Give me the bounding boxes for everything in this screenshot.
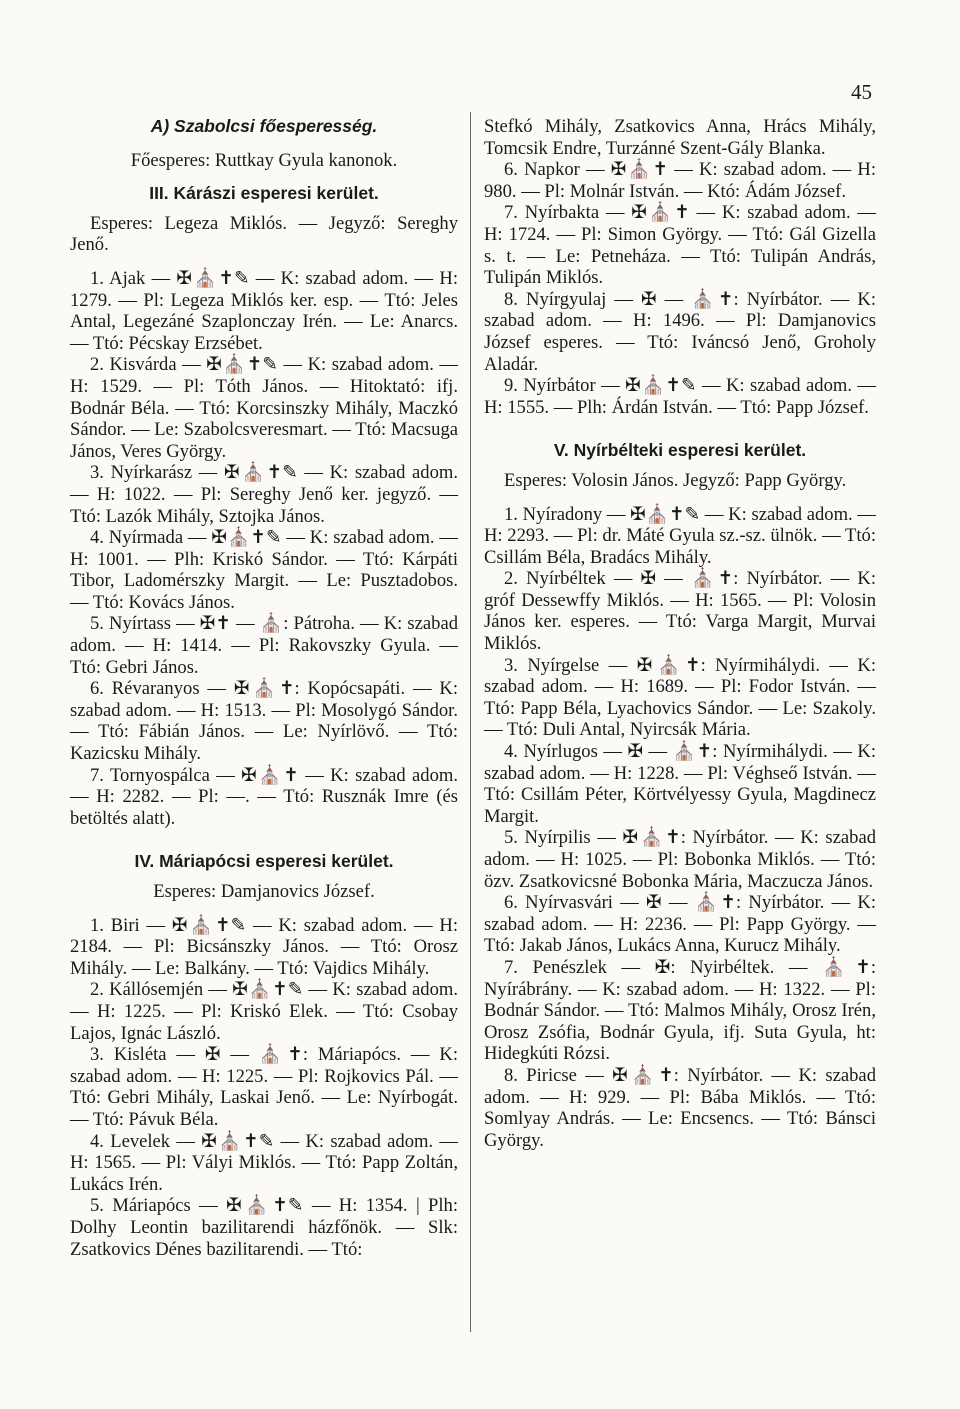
parish-entry: 3. Nyírgelse — ✠⛪✝: Nyírmihálydi. — K: szabad adom. — H: 1689. — Pl: Fodor István. — Ttó: Papp Béla, Lyachovics Sándor. — Le: Szakoly. — Ttó: Duli Antal, Nyircsák Mária. (484, 654, 876, 741)
parish-entry: 6. Nyírvasvári — ✠ — ⛪✝: Nyírbátor. — K: szabad adom. — H: 2236. — Pl: Papp György. — Ttó: Jakab János, Lukács Anna, Kurucz Mihály. (484, 892, 876, 957)
parish-entry: 3. Kisléta — ✠ — ⛪✝: Máriapócs. — K: szabad adom. — H: 1225. — Pl: Rojkovics Pál. — Ttó: Gebri Mihály, Laskai Jenő. — Le: Nyírbogát. — Ttó: Pávuk Béla. (70, 1044, 458, 1130)
parish-entry: 1. Ajak — ✠⛪✝✎ — K: szabad adom. — H: 1279. — Pl: Legeza Miklós ker. esp. — Ttó: Jeles Antal, Legezáné Szaplonczay Irén. — Le: Anarcs. — Ttó: Pécskay Erzsébet. (70, 267, 458, 354)
left-column (70, 116, 458, 1260)
parish-entry: 4. Nyírlugos — ✠ — ⛪✝: Nyírmihálydi. — K: szabad adom. — H: 1228. — Pl: Véghseő István. — Ttó: Csillám Péter, Körtvélyessy Gyula, Magdinecz Margit. (484, 741, 876, 827)
parish-entry: 7. Nyírbakta — ✠⛪✝ — K: szabad adom. — H: 1724. — Pl: Simon György. — Ttó: Gál Gizella s. t. — Le: Petneháza. — Ttó: Tulipán András, Tulipán Miklós. (484, 202, 876, 289)
parish-entry: 7. Tornyospálca — ✠⛪✝ — K: szabad adom. — H: 2282. — Pl: —. — Ttó: Rusznák Imre (és betöltés alatt). (70, 764, 458, 829)
parish-entry: 4. Nyírmada — ✠⛪✝✎ — K: szabad adom. — H: 1001. — Plh: Kriskó Sándor. — Ttó: Kárpáti Tibor, Ladomérszky Margit. — Le: Pusztadobos. — Ttó: Kovács János. (70, 527, 458, 613)
district-3-title: III. Kárászi esperesi kerület. (149, 183, 379, 204)
parish-entry: 4. Levelek — ✠⛪✝✎ — K: szabad adom. — H: 1565. — Pl: Vályi Miklós. — Ttó: Papp Zoltán, Lukács Irén. (70, 1130, 458, 1195)
parish-entry: 8. Nyírgyulaj — ✠ — ⛪✝: Nyírbátor. — K: szabad adom. — H: 1496. — Pl: Damjanovics József esperes. — Ttó: Iváncsó Jenő, Groholy Aladár. (484, 288, 876, 375)
parish-entry: 1. Nyíradony — ✠⛪✝✎ — K: szabad adom. — H: 2293. — Pl: dr. Máté Gyula sz.-sz. ülnök. — Ttó: Csillám Béla, Bradács Mihály. (484, 503, 876, 568)
parish-entry: 8. Piricse — ✠⛪✝: Nyírbátor. — K: szabad adom. — H: 929. — Pl: Bába Miklós. — Ttó: Somlyay András. — Le: Encsencs. — Ttó: Bánsci György. (484, 1064, 876, 1151)
parish-entry-continued: Stefkó Mihály, Zsatkovics Anna, Hrács Mihály, Tomcsik Endre, Turzánné Szent-Gály Blanka. (484, 116, 876, 159)
parish-entry: 5. Nyírtass — ✠✝ — ⛪: Pátroha. — K: szabad adom. — H: 1414. — Pl: Rakovszky Gyula. — Ttó: Gebri János. (70, 613, 458, 678)
parish-entry: 2. Kisvárda — ✠⛪✝✎ — K: szabad adom. — H: 1529. — Pl: Tóth János. — Hitoktató: ifj. Bodnár Béla. — Ttó: Korcsinszky Mihály, Maczkó Sándor. — Le: Szabolcsveresmart. — Ttó: Macsuga János, Veres György. (70, 354, 458, 462)
parish-entry: 1. Biri — ✠⛪✝✎ — K: szabad adom. — H: 2184. — Pl: Bicsánszky János. — Ttó: Orosz Mihály. — Le: Balkány. — Ttó: Vajdics Mihály. (70, 914, 458, 979)
foesperes-line: Főesperes: Ruttkay Gyula kanonok. (130, 149, 398, 171)
parish-entry: 3. Nyírkarász — ✠⛪✝✎ — K: szabad adom. — H: 1022. — Pl: Sereghy Jenő ker. jegyző. — Ttó: Lazók Mihály, Sztojka János. (70, 462, 458, 527)
parish-entry: 2. Kállósemjén — ✠⛪✝✎ — K: szabad adom. — H: 1225. — Pl: Kriskó Elek. — Ttó: Csobay Lajos, Ignác László. (70, 979, 458, 1044)
parish-entry: 6. Napkor — ✠⛪✝ — K: szabad adom. — H: 980. — Pl: Molnár István. — Któ: Ádám József. (484, 159, 876, 202)
district-4-esperes: Esperes: Damjanovics József. (153, 881, 375, 902)
district-5-title: V. Nyírbélteki esperesi kerület. (553, 440, 807, 461)
district-4-title: IV. Máriapócsi esperesi kerület. (134, 851, 394, 872)
right-column (484, 116, 876, 1151)
section-title: A) Szabolcsi főesperesség. (150, 116, 378, 136)
parish-entry: 5. Nyírpilis — ✠⛪✝: Nyírbátor. — K: szabad adom. — H: 1025. — Pl: Bobonka Miklós. — Ttó: özv. Zsatkovicsné Bobonka Mária, Maczucza János. (484, 827, 876, 892)
district-3-esperes: Esperes: Legeza Miklós. — Jegyző: Sereghy Jenő. (70, 212, 458, 256)
column-divider (470, 112, 471, 1332)
district-5-esperes: Esperes: Volosin János. Jegyző: Papp György. (504, 469, 847, 491)
parish-entry: 9. Nyírbátor — ✠⛪✝✎ — K: szabad adom. — H: 1555. — Plh: Árdán István. — Ttó: Papp József. (484, 375, 876, 418)
parish-entry: 6. Révaranyos — ✠⛪✝: Kopócsapáti. — K: szabad adom. — H: 1513. — Pl: Mosolygó Sándor. — Ttó: Fábián János. — Le: Nyírlövő. — Ttó: Kazicsku Mihály. (70, 678, 458, 765)
parish-entry: 5. Máriapócs — ✠⛪✝✎ — H: 1354. | Plh: Dolhy Leontin bazilitarendi házfőnök. — Slk: Zsatkovics Dénes bazilitarendi. — Ttó: (70, 1195, 458, 1260)
page-number: 45 (851, 80, 872, 104)
parish-entry: 7. Penészlek — ✠: Nyirbéltek. — ⛪✝: Nyírábrány. — K: szabad adom. — H: 1322. — Pl: Bodnár Sándor. — Ttó: Malmos Mihály, Orosz Irén, Orosz Zsófia, Bodnár Gyula, ifj. Suta Gyula, ht: Hidegkúti Rózsi. (484, 956, 876, 1065)
parish-entry: 2. Nyírbéltek — ✠ — ⛪✝: Nyírbátor. — K: gróf Dessewffy Miklós. — H: 1565. — Pl: Volosin János ker. esperes. — Ttó: Varga Margit, Murvai Miklós. (484, 568, 876, 655)
